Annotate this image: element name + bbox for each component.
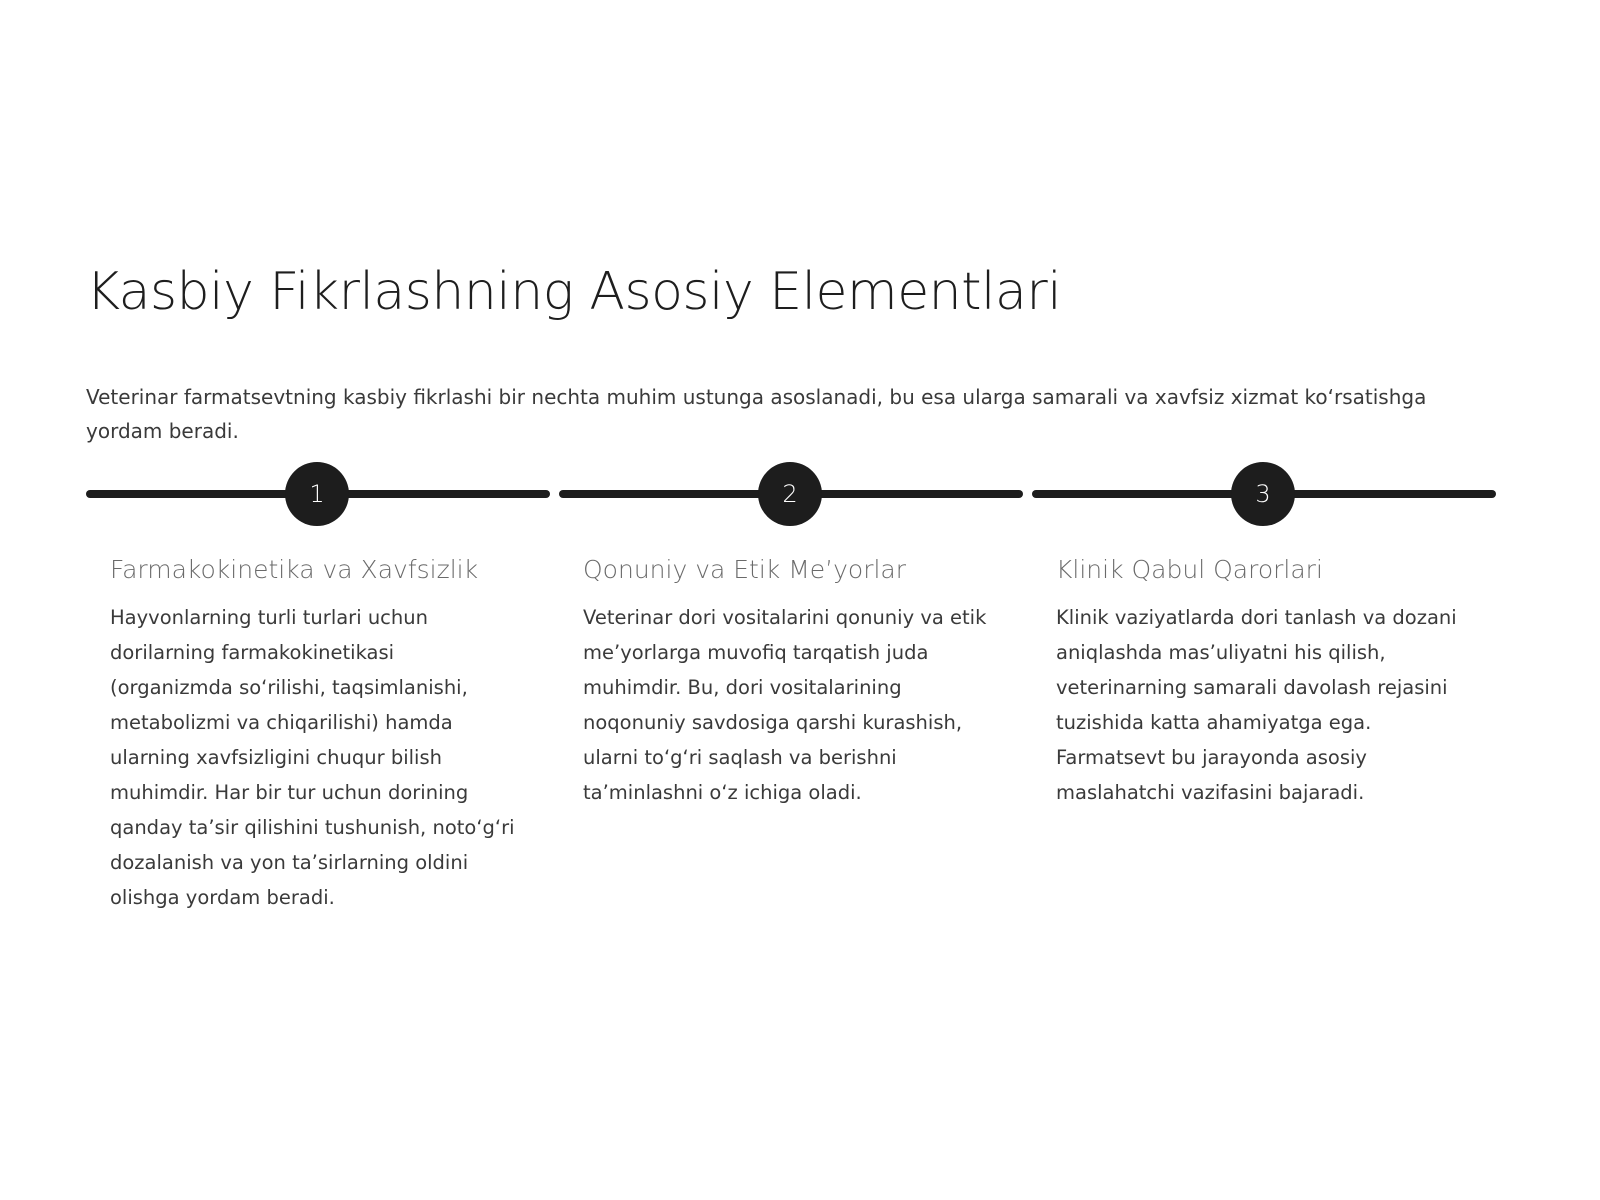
step-description: Hayvonlarning turli turlari uchun dorilarning farmakokinetikasi (organizmda so‘rilishi, taqsimlanishi, metabolizmi va chiqarilishi) hamda ularning xavfsizligini chuqur bilish muhimdir. Har bir tur uchun dorining qanday ta’sir qilishini tushunish, noto‘g‘ri dozalanish va yon ta’sirlarning oldini olishga yordam beradi.	[110, 606, 515, 909]
steps-timeline	[86, 460, 1516, 960]
step-description: Klinik vaziyatlarda dori tanlash va dozani aniqlashda mas’uliyatni his qilish, veterinarning samarali davolash rejasini tuzishida katta ahamiyatga ega. Farmatsevt bu jarayonda asosiy maslahatchi vazifasini bajaradi.	[1056, 606, 1457, 804]
step-number-badge: 1	[285, 462, 349, 526]
step-title: Qonuniy va Etik Me’yorlar	[583, 555, 907, 584]
step-number-badge: 3	[1231, 462, 1295, 526]
step-number-badge: 2	[758, 462, 822, 526]
intro-paragraph: Veterinar farmatsevtning kasbiy fikrlashi bir nechta muhim ustunga asoslanadi, bu esa ularga samarali va xavfsiz xizmat ko‘rsatishga yordam beradi.	[86, 385, 1427, 443]
step-title: Klinik Qabul Qarorlari	[1056, 555, 1323, 584]
page-title: Kasbiy Fikrlashning Asosiy Elementlari	[86, 262, 1062, 322]
step-title: Farmakokinetika va Xavfsizlik	[110, 555, 479, 584]
step-description: Veterinar dori vositalarini qonuniy va etik me’yorlarga muvofiq tarqatish juda muhimdir. Bu, dori vositalarining noqonuniy savdosiga qarshi kurashish, ularni to‘g‘ri saqlash va berishni ta’minlashni o‘z ichiga oladi.	[583, 606, 987, 804]
